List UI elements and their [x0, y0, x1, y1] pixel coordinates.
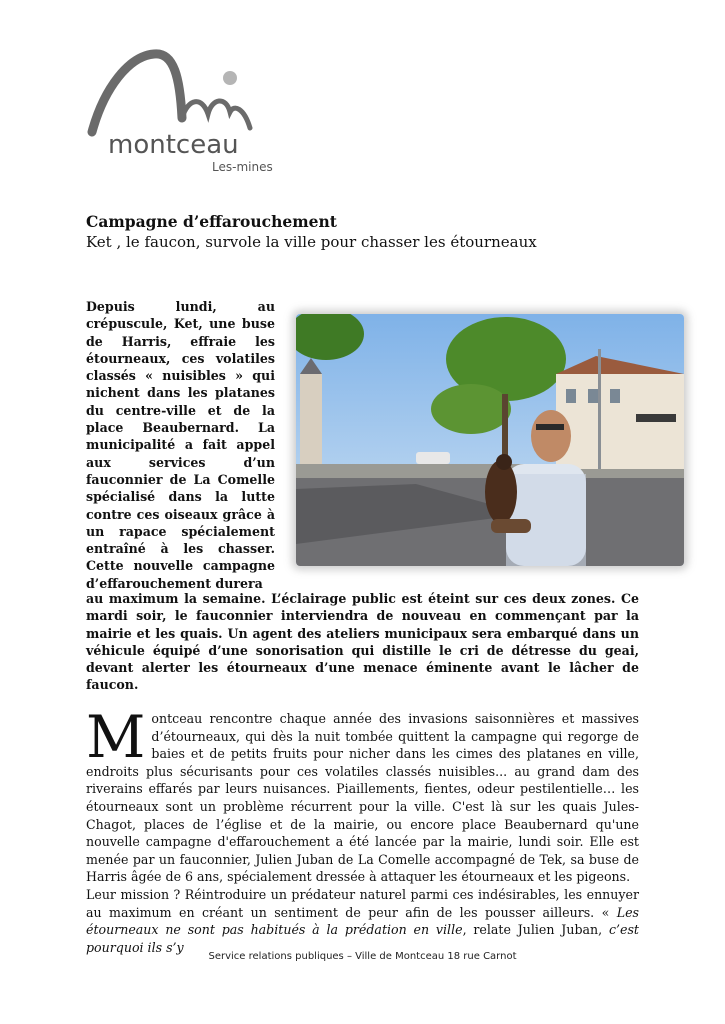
logo-sub-text: Les-mines [212, 160, 273, 174]
intro-paragraph-left: Depuis lundi, au crépuscule, Ket, une buse de Harris, effraie les étourneaux, ces volatiles classés « nuisibles » qui nichent dans les platanes du centre-ville et de la place Beaubernard. La municipalité a fait appel aux services d’un fauconnier de La Comelle spécialisé dans la lutte contre ces oiseaux grâce à un rapace spécialement entraîné à les chasser. Cette nouvelle campagne d’effarouchement durera [86, 299, 275, 591]
article-subtitle: Ket , le faucon, survole la ville pour chasser les étourneaux [86, 233, 537, 251]
article-body [86, 703, 639, 956]
quote-italic-2: c’est pourquoi ils s’y [86, 922, 639, 955]
drop-cap: M [86, 703, 146, 771]
falconer-photo [296, 314, 684, 566]
body-paragraph-2 [86, 886, 639, 956]
logo-swoosh-icon [84, 48, 274, 138]
article-heading [86, 212, 646, 252]
body-paragraph-1 [86, 703, 639, 886]
body-paragraph-2-mid: , relate Julien Juban, [462, 922, 609, 938]
page-footer: Service relations publiques – Ville de Montceau 18 rue Carnot [208, 951, 517, 962]
article-title: Campagne d’effarouchement [86, 212, 337, 231]
body-paragraph-2-start: Leur mission ? Réintroduire un prédateur naturel parmi ces indésirables, les ennuyer au maximum en créant un sentiment de peur afin de les pousser ailleurs. « [86, 886, 639, 920]
logo-brand-text: montceau [108, 130, 239, 160]
quote-italic-1: Les étourneaux ne sont pas habitués à la prédation en ville [86, 904, 639, 938]
body-paragraph-1-text: ontceau rencontre chaque année des invasions saisonnières et massives d’étourneaux, qui dès la nuit tombée quittent la campagne qui regorge de baies et de petits fruits pour nicher dans les cimes des platanes en ville, endroits plus sécurisants pour ces volatiles classés nuisibles... au grand dam des riverains effarés par leurs nuisances. Piaillements, fientes, odeur pestilentielle… les étourneaux sont un problème récurrent pour la ville. C'est là sur les quais Jules-Chagot, places de l’église et de la mairie, ou encore place Beaubernard qu'une nouvelle campagne d'effarouchement a été lancée par la mairie, lundi soir. Elle est menée par un fauconnier, Julien Juban de La Comelle accompagné de Tek, sa buse de Harris âgée de 6 ans, spécialement dressée à attaquer les étourneaux et les pigeons. [86, 711, 639, 885]
intro-paragraph-full: au maximum la semaine. L’éclairage public est éteint sur ces deux zones. Ce mardi soir, le fauconnier interviendra de nouveau en commençant par la mairie et les quais. Un agent des ateliers municipaux sera embarqué dans un véhicule équipé d’une sonorisation qui distille le cri de détresse du geai, devant alerter les étourneaux d’une menace éminente avant le lâcher de faucon. [86, 591, 639, 693]
montceau-logo [84, 48, 274, 178]
